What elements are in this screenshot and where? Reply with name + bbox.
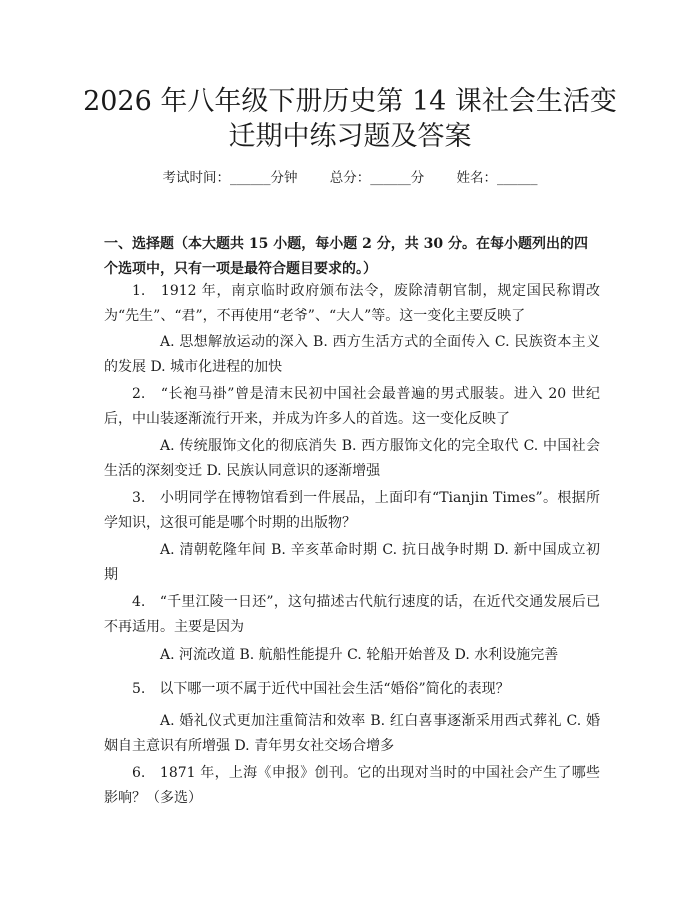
exam-time-field: 考试时间：______分钟 xyxy=(162,170,298,186)
student-name-field: 姓名：______ xyxy=(456,170,538,186)
question-5-options: A. 婚礼仪式更加注重简洁和效率 B. 红白喜事逐渐采用西式葬礼 C. 婚姻自主意识有所增强 D. 青年男女社交场合增多 xyxy=(104,713,600,754)
question-3-options: A. 清朝乾隆年间 B. 辛亥革命时期 C. 抗日战争时期 D. 新中国成立初期 xyxy=(104,542,600,583)
question-5-stem: 5. 以下哪一项不属于近代中国社会生活“婚俗”简化的表现？ xyxy=(132,681,510,697)
total-score-field: 总分：______分 xyxy=(329,170,425,186)
exam-meta xyxy=(0,168,700,188)
question-1-stem: 1. 1912 年，南京临时政府颁布法令，废除清朝官制，规定国民称谓改为“先生”、“君”，不再使用“老爷”、“大人”等。这一变化主要反映了 xyxy=(104,283,600,324)
page-title-line-1: 2026 年八年级下册历史第 14 课社会生活变 xyxy=(83,86,617,117)
section-heading-multiple-choice: 一、选择题（本大题共 15 小题，每小题 2 分，共 30 分。在每小题列出的四个选项中，只有一项是最符合题目要求的。） xyxy=(104,236,588,277)
page-title-line-2: 迁期中练习题及答案 xyxy=(228,121,472,152)
question-4-options: A. 河流改道 B. 航船性能提升 C. 轮船开始普及 D. 水利设施完善 xyxy=(160,647,559,663)
question-6-stem: 6. 1871 年，上海《申报》创刊。它的出现对当时的中国社会产生了哪些影响？（多选） xyxy=(104,765,600,806)
question-1-options: A. 思想解放运动的深入 B. 西方生活方式的全面传入 C. 民族资本主义的发展 D. 城市化进程的加快 xyxy=(104,334,600,375)
question-3-stem: 3. 小明同学在博物馆看到一件展品，上面印有“Tianjin Times”。根据所学知识，这很可能是哪个时期的出版物？ xyxy=(104,490,600,531)
question-2-stem: 2. “长袍马褂”曾是清末民初中国社会最普遍的男式服装。进入 20 世纪后，中山装逐渐流行开来，并成为许多人的首选。这一变化反映了 xyxy=(104,386,600,427)
question-2-options: A. 传统服饰文化的彻底消失 B. 西方服饰文化的完全取代 C. 中国社会生活的深刻变迁 D. 民族认同意识的逐渐增强 xyxy=(104,438,600,479)
question-4-stem: 4. “千里江陵一日还”，这句描述古代航行速度的话，在近代交通发展后已不再适用。主要是因为 xyxy=(104,594,600,635)
